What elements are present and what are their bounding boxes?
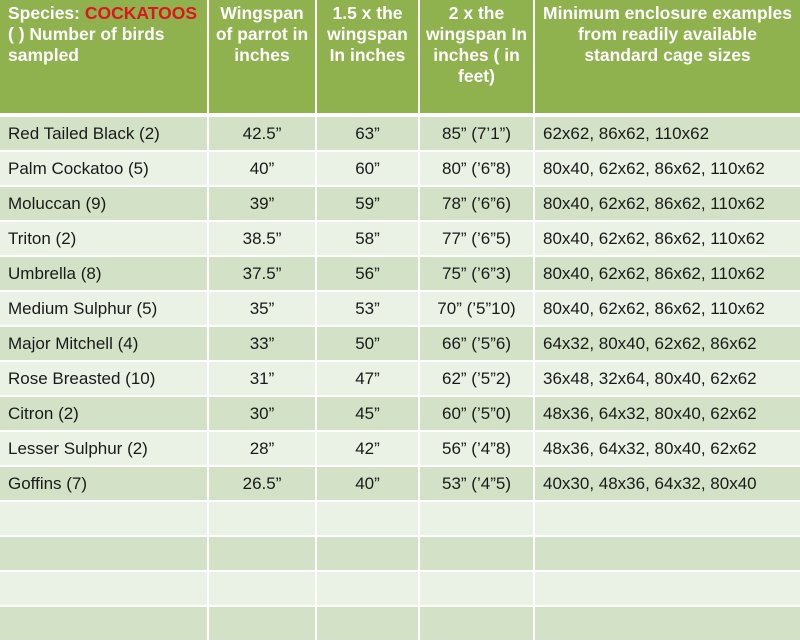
table-row: [0, 291, 800, 326]
x2-cell: [419, 571, 534, 606]
table-row: [0, 431, 800, 466]
x2-column-header: 2 x the wingspan In inches ( in feet): [419, 0, 534, 115]
species-cell: [0, 536, 208, 571]
x2-cell: 77” (’6”5): [419, 221, 534, 256]
x15-cell: 58”: [316, 221, 419, 256]
x15-cell: 59”: [316, 186, 419, 221]
wingspan-cell: [208, 571, 316, 606]
wingspan-column-header: Wingspan of parrot in inches: [208, 0, 316, 115]
wingspan-cell: [208, 501, 316, 536]
table-row: [0, 326, 800, 361]
species-cell: Red Tailed Black (2): [0, 115, 208, 151]
table-row: [0, 186, 800, 221]
table-row: [0, 536, 800, 571]
examples-cell: 80x40, 62x62, 86x62, 110x62: [534, 151, 800, 186]
x15-column-header: 1.5 x the wingspan In inches: [316, 0, 419, 115]
examples-cell: 80x40, 62x62, 86x62, 110x62: [534, 186, 800, 221]
examples-cell: 80x40, 62x62, 86x62, 110x62: [534, 221, 800, 256]
table-row: [0, 256, 800, 291]
species-cell: Palm Cockatoo (5): [0, 151, 208, 186]
table-row: [0, 501, 800, 536]
examples-cell: 80x40, 62x62, 86x62, 110x62: [534, 291, 800, 326]
x15-cell: 53”: [316, 291, 419, 326]
x15-cell: [316, 501, 419, 536]
table-row: [0, 466, 800, 501]
x15-cell: 42”: [316, 431, 419, 466]
wingspan-cell: 26.5”: [208, 466, 316, 501]
x15-cell: 40”: [316, 466, 419, 501]
x15-cell: 45”: [316, 396, 419, 431]
species-cell: Triton (2): [0, 221, 208, 256]
species-cell: Umbrella (8): [0, 256, 208, 291]
wingspan-cell: 37.5”: [208, 256, 316, 291]
x2-cell: 60” (’5”0): [419, 396, 534, 431]
x15-cell: 63”: [316, 115, 419, 151]
wingspan-cell: 28”: [208, 431, 316, 466]
header-row: [0, 0, 800, 115]
examples-cell: 36x48, 32x64, 80x40, 62x62: [534, 361, 800, 396]
wingspan-cell: 30”: [208, 396, 316, 431]
wingspan-cell: 35”: [208, 291, 316, 326]
examples-cell: [534, 571, 800, 606]
wingspan-cell: 40”: [208, 151, 316, 186]
species-cell: Rose Breasted (10): [0, 361, 208, 396]
table-body: [0, 115, 800, 641]
table-row: [0, 396, 800, 431]
examples-cell: 64x32, 80x40, 62x62, 86x62: [534, 326, 800, 361]
x2-cell: 70” (’5”10): [419, 291, 534, 326]
species-note: ( ) Number of birds sampled: [8, 24, 165, 65]
x15-cell: [316, 571, 419, 606]
x2-cell: 78” (’6”6): [419, 186, 534, 221]
wingspan-cell: 33”: [208, 326, 316, 361]
x2-cell: 75” (’6”3): [419, 256, 534, 291]
examples-cell: 40x30, 48x36, 64x32, 80x40: [534, 466, 800, 501]
table-row: [0, 571, 800, 606]
x15-cell: 56”: [316, 256, 419, 291]
wingspan-cell: 38.5”: [208, 221, 316, 256]
species-column-header: [0, 0, 208, 115]
x2-cell: 62” (’5”2): [419, 361, 534, 396]
examples-cell: [534, 501, 800, 536]
table-header: [0, 0, 800, 115]
examples-cell: [534, 536, 800, 571]
x15-cell: 47”: [316, 361, 419, 396]
species-cell: Moluccan (9): [0, 186, 208, 221]
examples-cell: 62x62, 86x62, 110x62: [534, 115, 800, 151]
wingspan-cell: 42.5”: [208, 115, 316, 151]
species-cell: Medium Sulphur (5): [0, 291, 208, 326]
x2-cell: 56” (’4”8): [419, 431, 534, 466]
examples-cell: 80x40, 62x62, 86x62, 110x62: [534, 256, 800, 291]
x2-cell: [419, 536, 534, 571]
wingspan-cell: 31”: [208, 361, 316, 396]
species-name: COCKATOOS: [84, 3, 197, 23]
species-cell: Major Mitchell (4): [0, 326, 208, 361]
wingspan-cell: [208, 536, 316, 571]
x2-cell: 53” (’4”5): [419, 466, 534, 501]
x15-cell: 50”: [316, 326, 419, 361]
species-cell: Lesser Sulphur (2): [0, 431, 208, 466]
x2-cell: 80” (’6”8): [419, 151, 534, 186]
table-row: [0, 221, 800, 256]
table-row: [0, 151, 800, 186]
species-cell: Goffins (7): [0, 466, 208, 501]
x15-cell: [316, 536, 419, 571]
species-prefix: Species:: [8, 3, 80, 23]
species-cell: [0, 571, 208, 606]
table-row: [0, 115, 800, 151]
species-cell: Citron (2): [0, 396, 208, 431]
examples-cell: 48x36, 64x32, 80x40, 62x62: [534, 396, 800, 431]
table-row: [0, 361, 800, 396]
species-cell: [0, 501, 208, 536]
examples-column-header: Minimum enclosure examples from readily available standard cage sizes: [534, 0, 800, 115]
x2-cell: 85” (7’1”): [419, 115, 534, 151]
x2-cell: [419, 501, 534, 536]
examples-cell: 48x36, 64x32, 80x40, 62x62: [534, 431, 800, 466]
x15-cell: 60”: [316, 151, 419, 186]
x2-cell: 66” (’5”6): [419, 326, 534, 361]
wingspan-cell: 39”: [208, 186, 316, 221]
